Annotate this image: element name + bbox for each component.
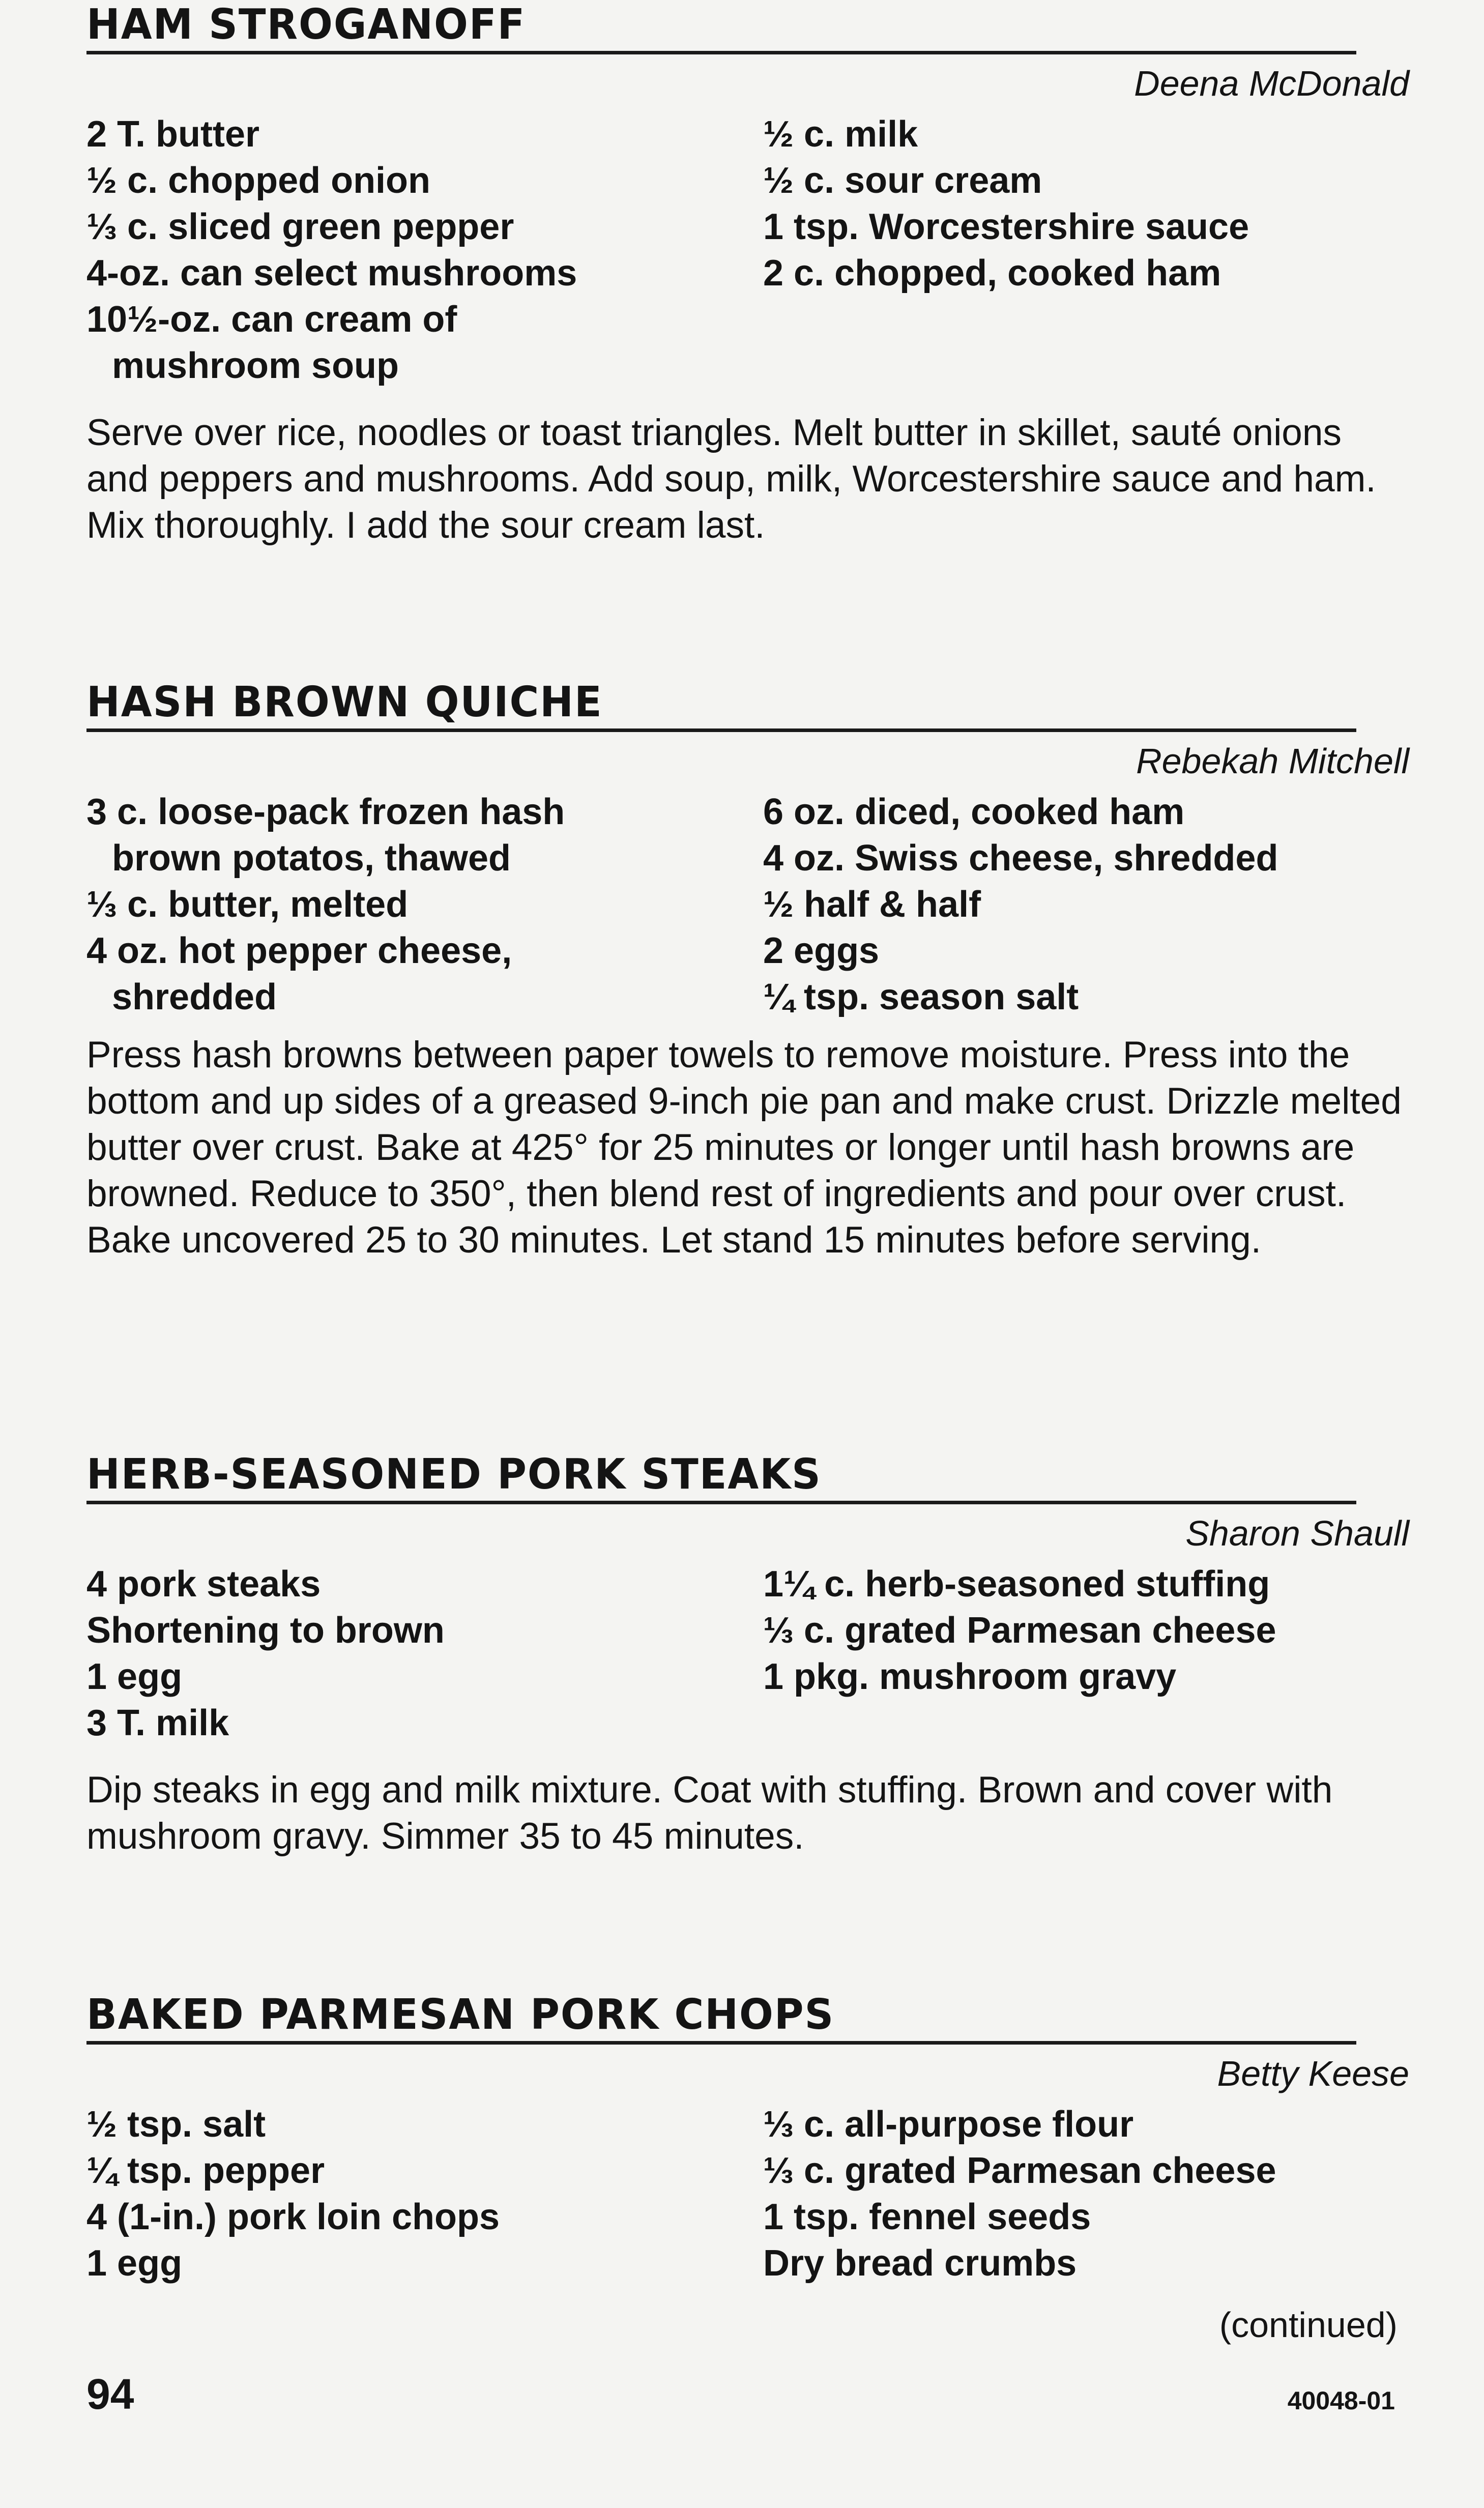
ingredient-list [86, 1561, 1409, 1746]
recipe-author: Sharon Shaull [1185, 1513, 1409, 1553]
recipe-title: HAM STROGANOFF [86, 4, 1356, 54]
recipe-author: Betty Keese [1217, 2054, 1409, 2093]
ingredient: 2 eggs [763, 930, 880, 971]
recipe-herb-seasoned-pork-steaks [86, 1450, 1409, 1897]
ingredient: 4 (1-in.) pork loin chops [86, 2197, 500, 2237]
ingredient: brown potatos, thawed [112, 838, 511, 879]
ingredient: ½ c. chopped onion [86, 160, 431, 201]
recipe-title: HASH BROWN QUICHE [86, 682, 1356, 732]
ingredient: 1 egg [86, 1656, 183, 1697]
ingredient: 3 T. milk [86, 1703, 229, 1743]
ingredient: ½ c. sour cream [763, 160, 1042, 201]
ingredient: ⅓ c. butter, melted [86, 884, 409, 925]
recipe-directions: Serve over rice, noodles or toast triangles. Melt butter in skillet, sauté onions and peppers and mushrooms. Add soup, milk, Worcestershire sauce and ham. Mix thoroughly. I add the sour cream last. [86, 412, 1376, 546]
recipe-ham-stroganoff [86, 1, 1409, 586]
continued-note: (continued) [1219, 2305, 1398, 2345]
ingredient: 10½-oz. can cream of [86, 299, 457, 340]
ingredient: 1 tsp. fennel seeds [763, 2197, 1091, 2237]
ingredient: ¼ tsp. pepper [86, 2150, 325, 2191]
recipe-author: Deena McDonald [1134, 64, 1409, 103]
recipe-directions: Press hash browns between paper towels to remove moisture. Press into the bottom and up sides of a greased 9-inch pie pan and make crust. Drizzle melted butter over crust. Bake at 425° for 25 minutes or longer until hash browns are browned. Reduce to 350°, then blend rest of ingredients and pour over crust. Bake uncovered 25 to 30 minutes. Let stand 15 minutes before serving. [86, 1034, 1402, 1261]
ingredient: Shortening to brown [86, 1610, 445, 1651]
ingredient: ¼ tsp. season salt [763, 977, 1079, 1017]
ingredient: ½ half & half [763, 884, 981, 925]
ingredient: 6 oz. diced, cooked ham [763, 792, 1185, 832]
ingredient: 1 pkg. mushroom gravy [763, 1656, 1177, 1697]
ingredient: ½ c. milk [763, 114, 918, 155]
book-code: 40048-01 [1287, 2386, 1395, 2415]
recipe-title: HERB-SEASONED PORK STEAKS [86, 1454, 1356, 1504]
ingredient-list [86, 2102, 1409, 2287]
recipe-baked-parmesan-pork-chops [86, 1991, 1409, 2287]
ingredient: 4 pork steaks [86, 1564, 321, 1605]
ingredient: ⅓ c. all-purpose flour [763, 2104, 1134, 2145]
ingredient: 2 c. chopped, cooked ham [763, 253, 1221, 294]
ingredient: 3 c. loose-pack frozen hash [86, 792, 565, 832]
recipe-author: Rebekah Mitchell [1136, 741, 1409, 781]
recipe-directions: Dip steaks in egg and milk mixture. Coat with stuffing. Brown and cover with mushroom gravy. Simmer 35 to 45 minutes. [86, 1769, 1333, 1857]
recipe-title: BAKED PARMESAN PORK CHOPS [86, 1994, 1356, 2045]
ingredient: ⅓ c. grated Parmesan cheese [763, 2150, 1276, 2191]
ingredient: 4 oz. hot pepper cheese, [86, 930, 512, 971]
ingredient: 4 oz. Swiss cheese, shredded [763, 838, 1278, 879]
ingredient: 1 egg [86, 2243, 183, 2284]
ingredient: ⅓ c. grated Parmesan cheese [763, 1610, 1276, 1651]
ingredient: ½ tsp. salt [86, 2104, 266, 2145]
ingredient: shredded [112, 977, 277, 1017]
recipe-hash-brown-quiche [86, 678, 1409, 1300]
ingredient-list [86, 111, 1409, 389]
ingredient: 1¼ c. herb-seasoned stuffing [763, 1564, 1270, 1605]
page-number: 94 [86, 2370, 134, 2418]
ingredient: 1 tsp. Worcestershire sauce [763, 207, 1249, 247]
ingredient: mushroom soup [112, 345, 399, 386]
ingredient-list [86, 789, 1409, 1020]
ingredient: 2 T. butter [86, 114, 260, 155]
ingredient: Dry bread crumbs [763, 2243, 1077, 2284]
ingredient: ⅓ c. sliced green pepper [86, 207, 514, 247]
ingredient: 4-oz. can select mushrooms [86, 253, 577, 294]
